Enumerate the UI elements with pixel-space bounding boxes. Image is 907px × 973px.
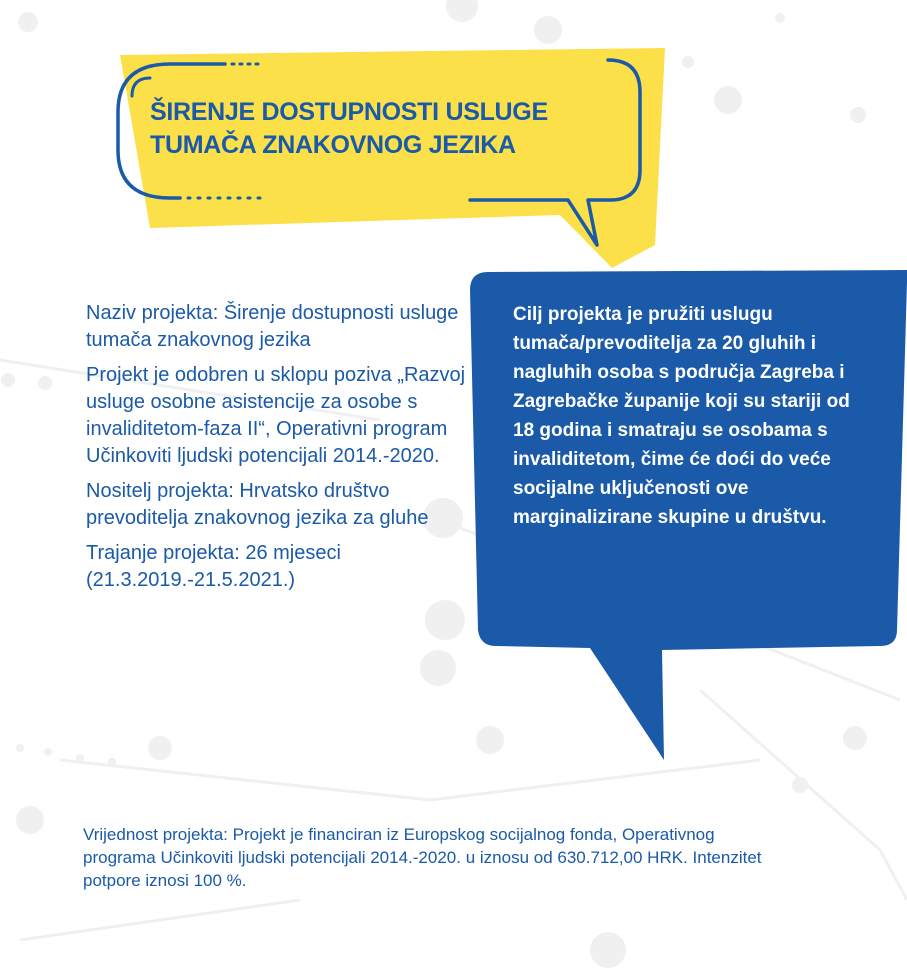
project-holder: Nositelj projekta: Hrvatsko društvo prevoditelja znakovnog jezika za gluhe [86,480,429,529]
project-call: Projekt je odobren u sklopu poziva „Razvoj usluge osobne asistencije za osobe s invaliditetom-faza II“, Operativni program Učinkoviti ljudski potencijali 2014.-2020. [86,364,466,467]
page-title [150,96,610,162]
project-name: Naziv projekta: Širenje dostupnosti usluge tumača znakovnog jezika [86,302,459,351]
project-info [86,300,466,602]
project-duration: Trajanje projekta: 26 mjeseci (21.3.2019.-21.5.2021.) [86,542,341,591]
project-goal: Cilj projekta je pružiti uslugu tumača/prevoditelja za 20 gluhih i nagluhih osoba s područja Zagreba i Zagrebačke županije koji su stariji od 18 godina i smatraju se osobama s invaliditetom, čime će doći do veće socijalne uključenosti ove marginalizirane skupine u društvu. [513,304,850,528]
project-value: Vrijednost projekta: Projekt je financiran iz Europskog socijalnog fonda, Operativnog programa Učinkoviti ljudski potencijali 2014.-2020. u iznosu od 630.712,00 HRK. Intenzitet potpore iznosi 100 %. [83,825,762,890]
title-line-2: TUMAČA ZNAKOVNOG JEZIKA [150,131,516,159]
title-line-1: ŠIRENJE DOSTUPNOSTI USLUGE [150,98,548,126]
